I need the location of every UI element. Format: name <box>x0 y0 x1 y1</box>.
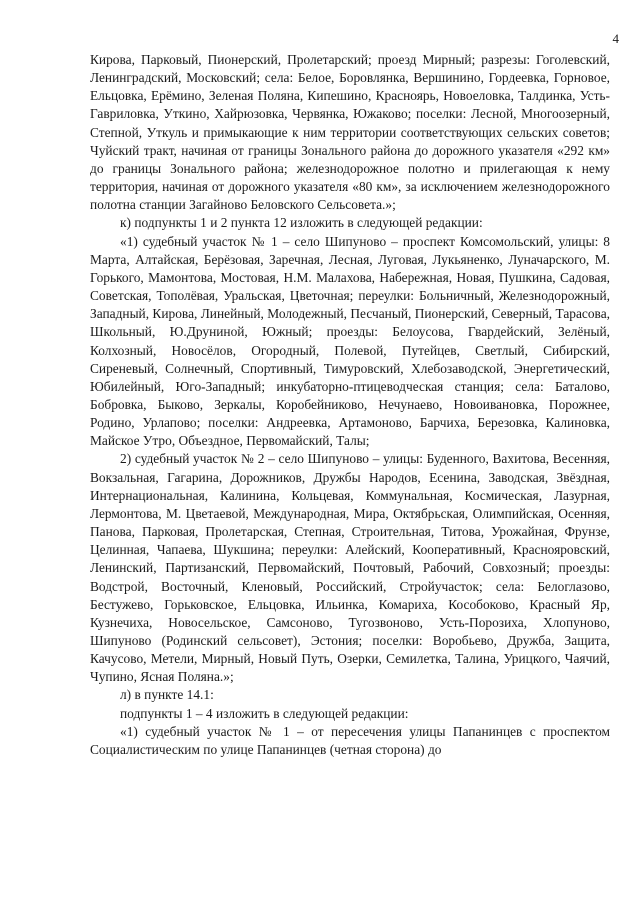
paragraph-item-l: л) в пункте 14.1: <box>120 687 214 703</box>
paragraph-subitems-1-4: подпункты 1 – 4 изложить в следующей редакции: <box>120 705 409 721</box>
page-number: 4 <box>612 31 619 46</box>
paragraph-item-k: к) подпункты 1 и 2 пункта 12 изложить в следующей редакции: <box>120 215 483 231</box>
paragraph-court-section-1-new: «1) судебный участок № 1 – от пересечения улицы Папанинцев с проспектом Социалистическим по улице Папанинцев (четная сторона) до <box>90 723 610 757</box>
document-body <box>90 51 610 759</box>
paragraph-continuation-district-list: Кирова, Парковый, Пионерский, Пролетарский; проезд Мирный; разрезы: Гоголевский, Ленинградский, Московский; села: Белое, Боровлянка, Вершинино, Гордеевка, Горновое, Ельцовка, Ерёмино, Зеленая Поляна, Кипешино, Красноярь, Новоеловка, Талдинка, Усть-Гавриловка, Уткино, Хайрюзовка, Червянка, Южаково; поселки: Лесной, Многоозерный, Степной, Уткуль и примыкающие к ним территории соответствующих сельских советов; Чуйский тракт, начиная от границы Зонального района до дорожного указателя «292 км» до границы Зонального района; железнодорожное полотно и прилегающая к нему территория, начиная от дорожного указателя «80 км», за исключением железнодорожного полотна станции Загайново Беловского Сельсовета.»; <box>90 52 610 213</box>
paragraph-court-section-1: «1) судебный участок № 1 – село Шипуново – проспект Комсомольский, улицы: 8 Марта, Алтайская, Берёзовая, Заречная, Лесная, Луговая, Лукьяненко, Луначарского, М. Горького, Мамонтова, Мостовая, Н.М. Малахова, Набережная, Новая, Пушкина, Садовая, Советская, Тополёвая, Уральская, Цветочная; переулки: Больничный, Железнодорожный, Западный, Кирова, Линейный, Молодежный, Песчаный, Пионерский, Северный, Тарасова, Школьный, Ю.Друниной, Южный; проезды: Белоусова, Гвардейский, Зелёный, Колхозный, Новосёлов, Огородный, Полевой, Путейцев, Светлый, Сибирский, Сиреневый, Солнечный, Спортивный, Тимуровский, Хлебозаводской, Энергетический, Юбилейный, Юго-Западный; инкубаторно-птицеводческая станция; села: Баталово, Бобровка, Быково, Зеркалы, Коробейниково, Нечунаево, Новоивановка, Порожнее, Родино, Урлапово; поселки: Андреевка, Артамоново, Барчиха, Березовка, Калиновка, Майское Утро, Объездное, Первомайский, Талы; <box>90 233 610 449</box>
paragraph-court-section-2: 2) судебный участок № 2 – село Шипуново – улицы: Буденного, Вахитова, Весенняя, Вокзальная, Гагарина, Дорожников, Дружбы Народов, Есенина, Заводская, Звёздная, Интернациональная, Калинина, Кольцевая, Коммунальная, Космическая, Лазурная, Лермонтова, М. Цветаевой, Международная, Мира, Октябрьская, Олимпийская, Осенняя, Панова, Парковая, Пролетарская, Степная, Строительная, Титова, Урожайная, Фрунзе, Целинная, Чапаева, Шукшина; переулки: Алейский, Кооперативный, Краснояровский, Ленинский, Партизанский, Первомайский, Почтовый, Рабочий, Совхозный; проезды: Водстрой, Восточный, Кленовый, Российский, Стройучасток; села: Белоглазово, Бестужево, Горьковское, Ельцовка, Ильинка, Комариха, Кособоково, Красный Яр, Кузнечиха, Новосельское, Самсоново, Тугозвоново, Усть-Порозиха, Хлопуново, Шипуново (Родинский сельсовет), Эстония; поселки: Воробьево, Дружба, Защита, Качусово, Метели, Мирный, Новый Путь, Озерки, Семилетка, Талина, Урицкого, Чаячий, Чупино, Ясная Поляна.»; <box>90 451 610 685</box>
